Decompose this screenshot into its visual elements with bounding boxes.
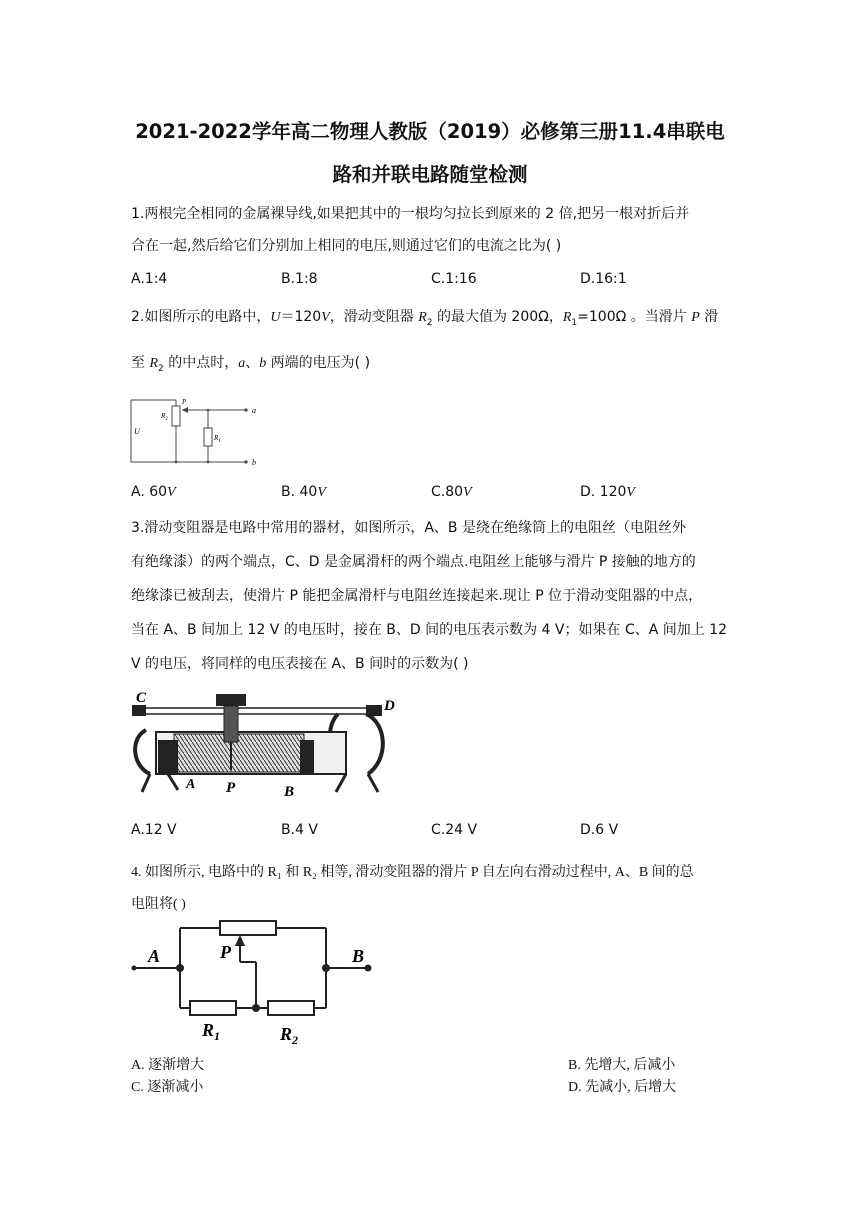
q4-text-line2: 电阻将( ) (131, 897, 186, 912)
q3-fig-label-d: D (384, 698, 395, 714)
q1-option-c[interactable]: C.1:16 (431, 271, 477, 287)
q3-text-line5: V 的电压，将同样的电压表接在 A、B 间时的示数为( ) (131, 656, 469, 672)
q4-circuit-figure (128, 918, 380, 1050)
q3-option-d[interactable]: D.6 V (580, 822, 619, 838)
q1-text-line1: 1.两根完全相同的金属裸导线,如果把其中的一根均匀拉长到原来的 2 倍,把另一根对折后并 (131, 206, 690, 222)
q4-fig-label-r1: $R_1$ (202, 1020, 221, 1043)
q3-fig-label-p: P (226, 780, 236, 796)
q2-fig-label-u: U (134, 427, 140, 436)
q3-option-a[interactable]: A.12 V (131, 822, 177, 838)
q3-fig-label-c: C (136, 690, 147, 706)
q2-fig-label-p: P (182, 398, 187, 406)
q1-option-d[interactable]: D.16:1 (580, 271, 627, 287)
q2-circuit-figure (126, 394, 266, 470)
q4-option-b[interactable]: B. 先增大, 后减小 (568, 1058, 676, 1073)
q3-rheostat-figure (128, 688, 408, 804)
q2-option-d[interactable]: D. 120V (580, 484, 635, 500)
q3-text-line3: 绝缘漆已被刮去，使滑片 P 能把金属滑杆与电阻丝连接起来.现让 P 位于滑动变阻器的中点， (131, 588, 703, 604)
q4-text-line1: 4. 如图所示, 电路中的 R₁ 和 R₂ 相等, 滑动变阻器的滑片 P 自左向右滑动过程中, A、B 间的总 (131, 865, 694, 880)
q2-option-b[interactable]: B. 40V (281, 484, 326, 500)
q2-option-c[interactable]: C.80V (431, 484, 472, 500)
q1-option-b[interactable]: B.1:8 (281, 271, 318, 287)
q2-option-a[interactable]: A. 60V (131, 484, 176, 500)
q3-text-line2: 有绝缘漆）的两个端点，C、D 是金属滑杆的两个端点.电阻丝上能够与滑片 P 接触的地方的 (131, 554, 696, 570)
q4-fig-label-p: P (220, 942, 231, 962)
q2-fig-label-r2: $R_2$ (161, 412, 168, 422)
q3-text-line1: 3.滑动变阻器是电路中常用的器材，如图所示，A、B 是绕在绝缘筒上的电阻丝（电阻丝外 (131, 520, 686, 536)
q1-text-line2: 合在一起,然后给它们分别加上相同的电压,则通过它们的电流之比为( ) (131, 238, 562, 254)
q2-fig-label-b: b (252, 458, 256, 467)
q1-option-a[interactable]: A.1:4 (131, 271, 168, 287)
q3-fig-label-a: A (186, 777, 196, 792)
page-title-line2: 路和并联电路随堂检测 (332, 163, 528, 186)
page-title-line1: 2021-2022学年高二物理人教版（2019）必修第三册11.4串联电 (135, 120, 725, 143)
q2-text-line2: 至 $R_2$ 的中点时，a、b 两端的电压为( ) (131, 355, 371, 374)
q2-fig-label-r1: $R_1$ (214, 434, 221, 444)
q2-text-line1: 2.如图所示的电路中，U＝120V，滑动变阻器 $R_2$ 的最大值为 200Ω，$R_1=100\Omega$ 。当滑片 P 滑 (131, 309, 719, 328)
q3-option-b[interactable]: B.4 V (281, 822, 318, 838)
terminal-b-dot (244, 460, 247, 463)
q4-fig-label-r2: $R_2$ (280, 1024, 299, 1047)
q4-option-a[interactable]: A. 逐渐增大 (131, 1058, 205, 1073)
q3-option-c[interactable]: C.24 V (431, 822, 478, 838)
q4-option-d[interactable]: D. 先减小, 后增大 (568, 1080, 677, 1095)
q4-option-c[interactable]: C. 逐渐减小 (131, 1080, 204, 1095)
q4-fig-label-b: B (352, 946, 365, 966)
q3-text-line4: 当在 A、B 间加上 12 V 的电压时，接在 B、D 间的电压表示数为 4 V；如果在 C、A 间加上 12 (131, 622, 728, 638)
q2-fig-label-a: a (252, 406, 256, 415)
terminal-a-dot (244, 408, 247, 411)
q4-fig-label-a: A (148, 946, 161, 966)
q3-fig-label-b: B (284, 784, 295, 800)
